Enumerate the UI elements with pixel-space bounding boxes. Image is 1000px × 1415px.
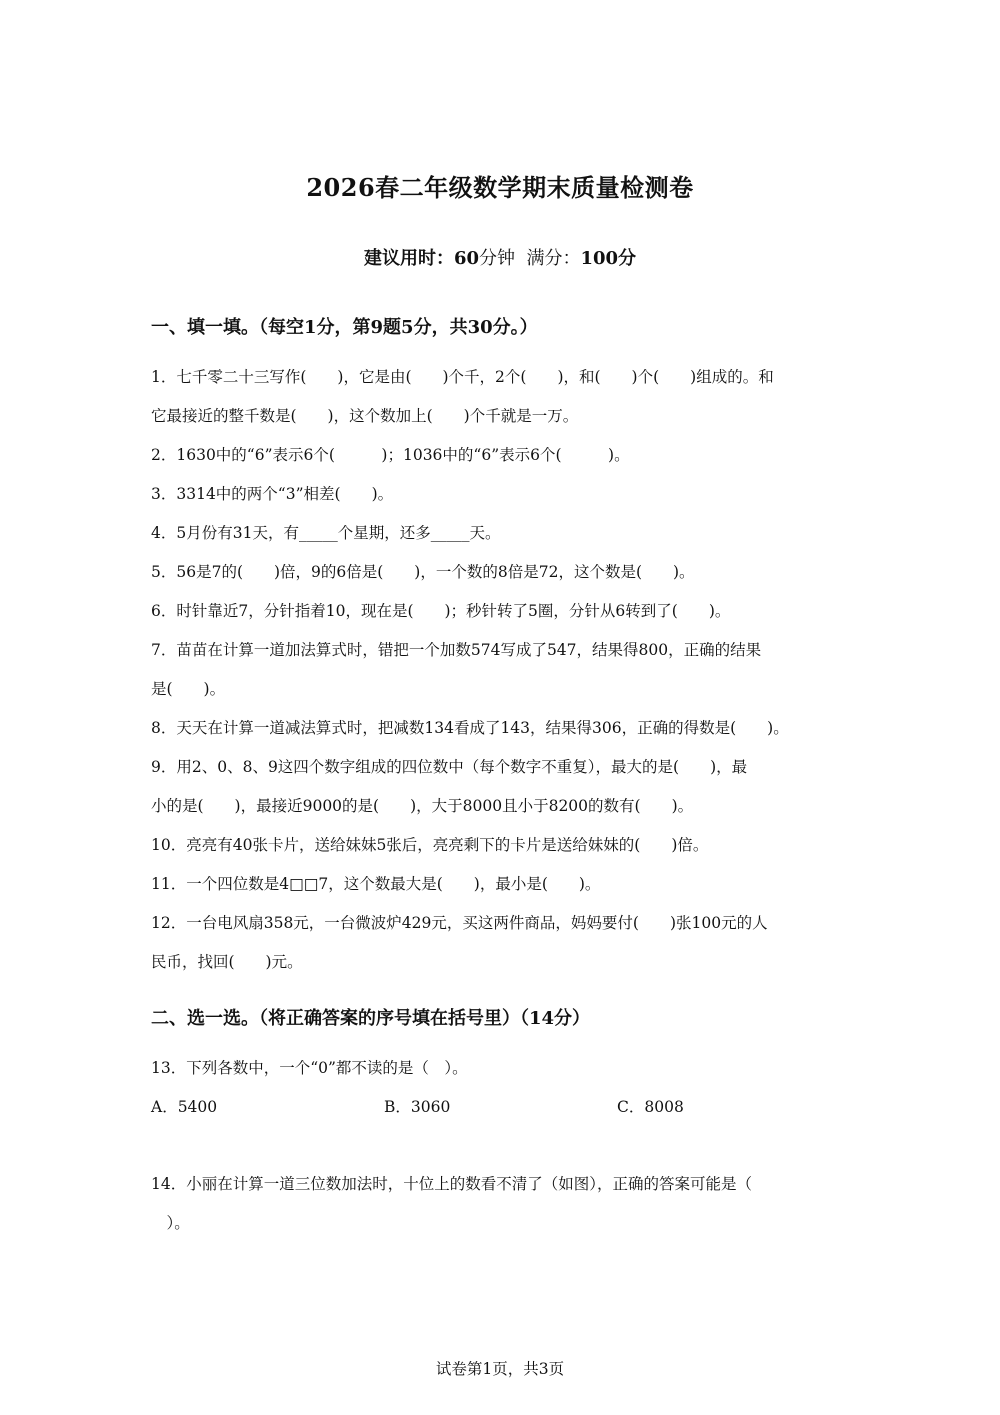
question-line: 3．3314中的两个“3”相差( )。	[151, 485, 394, 503]
score-unit: 分	[618, 248, 637, 269]
score-label: 满分：	[526, 248, 581, 269]
question-line: 7．苗苗在计算一道加法算式时，错把一个加数574写成了547，结果得800，正确的结果	[151, 641, 762, 659]
question-line: 是( )。	[151, 680, 226, 698]
question-line: 5．56是7的( )倍，9的6倍是( )，一个数的8倍是72，这个数是( )。	[151, 563, 695, 581]
score-value: 100	[580, 248, 619, 269]
question-line: 10．亮亮有40张卡片，送给妹妹5张后，亮亮剩下的卡片是送给妹妹的( )倍。	[151, 836, 709, 854]
option-c: C．8008	[617, 1098, 684, 1116]
question-14-line: ）。	[151, 1214, 190, 1232]
page-footer: 试卷第1页，共3页	[435, 1360, 565, 1378]
question-14-line: 14．小丽在计算一道三位数加法时，十位上的数看不清了（如图），正确的答案可能是（	[151, 1175, 752, 1193]
question-line: 9．用2、0、8、9这四个数字组成的四位数中（每个数字不重复），最大的是( )，最	[151, 758, 748, 776]
question-line: 6．时针靠近7，分针指着10，现在是( )；秒针转了5圈，分针从6转到了( )。	[151, 602, 731, 620]
option-a: A．5400	[151, 1098, 218, 1116]
question-line: 小的是( )，最接近9000的是( )，大于8000且小于8200的数有( )。	[151, 797, 694, 815]
section-2-heading: 二、选一选。（将正确答案的序号填在括号里）（14分）	[151, 1008, 591, 1029]
option-b: B．3060	[384, 1098, 451, 1116]
question-line: 2．1630中的“6”表示6个( )；1036中的“6”表示6个( )。	[151, 446, 630, 464]
question-line: 民币，找回( )元。	[151, 953, 303, 971]
question-line: 它最接近的整千数是( )，这个数加上( )个千就是一万。	[151, 407, 579, 425]
exam-meta	[0, 244, 1000, 270]
time-unit: 分钟	[479, 248, 516, 269]
question-line: 4．5月份有31天，有_____个星期，还多_____天。	[151, 524, 501, 542]
question-13-stem: 13．下列各数中，一个“0”都不读的是（ ）。	[151, 1059, 468, 1077]
question-line: 12．一台电风扇358元，一台微波炉429元，买这两件商品，妈妈要付( )张100元的人	[151, 914, 768, 932]
time-value: 60	[453, 248, 480, 269]
question-line: 8．天天在计算一道减法算式时，把减数134看成了143，结果得306，正确的得数是( )。	[151, 719, 789, 737]
time-label: 建议用时：	[363, 248, 454, 269]
exam-title: 2026春二年级数学期末质量检测卷	[306, 173, 694, 202]
section-1-heading: 一、填一填。（每空1分，第9题5分，共30分。）	[151, 317, 538, 338]
question-line: 11．一个四位数是4□□7，这个数最大是( )，最小是( )。	[151, 875, 601, 893]
question-line: 1．七千零二十三写作( )，它是由( )个千，2个( )，和( )个( )组成的。和	[151, 368, 774, 386]
